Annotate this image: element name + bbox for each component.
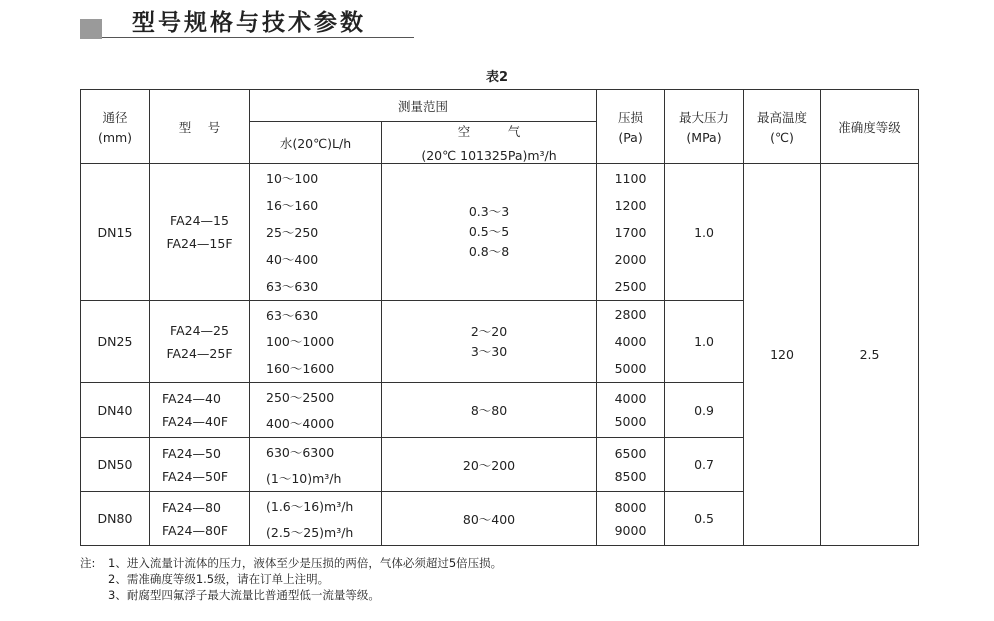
th-water: 水(20℃)L/h [250, 122, 382, 164]
th-max-pressure: 最大压力 (MPa) [665, 90, 744, 164]
cell-loss: 8000 9000 [597, 492, 665, 546]
cell-loss: 6500 8500 [597, 438, 665, 492]
cell-max-pressure: 0.5 [665, 492, 744, 546]
cell-accuracy: 2.5 [821, 164, 919, 546]
cell-water: 63～630 100～1000 160～1600 [250, 301, 382, 383]
cell-models: FA24—50 FA24—50F [150, 438, 250, 492]
note-item: 3、耐腐型四氟浮子最大流量比普通型低一流量等级。 [108, 588, 380, 602]
table-caption: 表2 [485, 70, 509, 85]
note-item: 1、进入流量计流体的压力，液体至少是压损的两倍，气体必须超过5倍压损。 [108, 556, 503, 570]
cell-air: 8～80 [382, 383, 597, 438]
th-pressure-loss: 压损 (Pa) [597, 90, 665, 164]
cell-loss: 2800 4000 5000 [597, 301, 665, 383]
cell-water: (1.6～16)m³/h (2.5～25)m³/h [250, 492, 382, 546]
notes [80, 555, 502, 603]
cell-air: 80～400 [382, 492, 597, 546]
note-item: 2、需准确度等级1.5级，请在订单上注明。 [108, 572, 330, 586]
header-square-icon [80, 19, 102, 39]
th-accuracy: 准确度等级 [821, 90, 919, 164]
header-row-1 [81, 90, 919, 122]
cell-models: FA24—15 FA24—15F [150, 164, 250, 301]
notes-label: 注: [80, 556, 96, 570]
cell-dn: DN15 [81, 164, 150, 301]
th-diameter: 通径 (mm) [81, 90, 150, 164]
section-title: 型号规格与技术参数 [132, 10, 366, 36]
cell-dn: DN80 [81, 492, 150, 546]
th-range: 测量范围 [250, 90, 597, 122]
cell-air: 20～200 [382, 438, 597, 492]
th-max-temp: 最高温度 (℃) [744, 90, 821, 164]
cell-models: FA24—25 FA24—25F [150, 301, 250, 383]
section-header [0, 0, 994, 40]
cell-max-pressure: 0.7 [665, 438, 744, 492]
cell-max-temp: 120 [744, 164, 821, 546]
table-row [81, 164, 919, 301]
cell-loss: 4000 5000 [597, 383, 665, 438]
cell-max-pressure: 0.9 [665, 383, 744, 438]
cell-models: FA24—40 FA24—40F [150, 383, 250, 438]
cell-loss: 1100 1200 1700 2000 2500 [597, 164, 665, 301]
cell-air: 2～20 3～30 [382, 301, 597, 383]
spec-table [80, 89, 919, 546]
header-rule [102, 37, 414, 38]
cell-dn: DN50 [81, 438, 150, 492]
cell-water: 250～2500 400～4000 [250, 383, 382, 438]
cell-models: FA24—80 FA24—80F [150, 492, 250, 546]
cell-dn: DN25 [81, 301, 150, 383]
th-model: 型 号 [150, 90, 250, 164]
cell-max-pressure: 1.0 [665, 301, 744, 383]
cell-dn: DN40 [81, 383, 150, 438]
cell-water: 10～100 16～160 25～250 40～400 63～630 [250, 164, 382, 301]
cell-max-pressure: 1.0 [665, 164, 744, 301]
th-air: 空 气 (20℃ 101325Pa)m³/h [382, 122, 597, 164]
cell-water: 630～6300 (1～10)m³/h [250, 438, 382, 492]
cell-air: 0.3～3 0.5～5 0.8～8 [382, 164, 597, 301]
